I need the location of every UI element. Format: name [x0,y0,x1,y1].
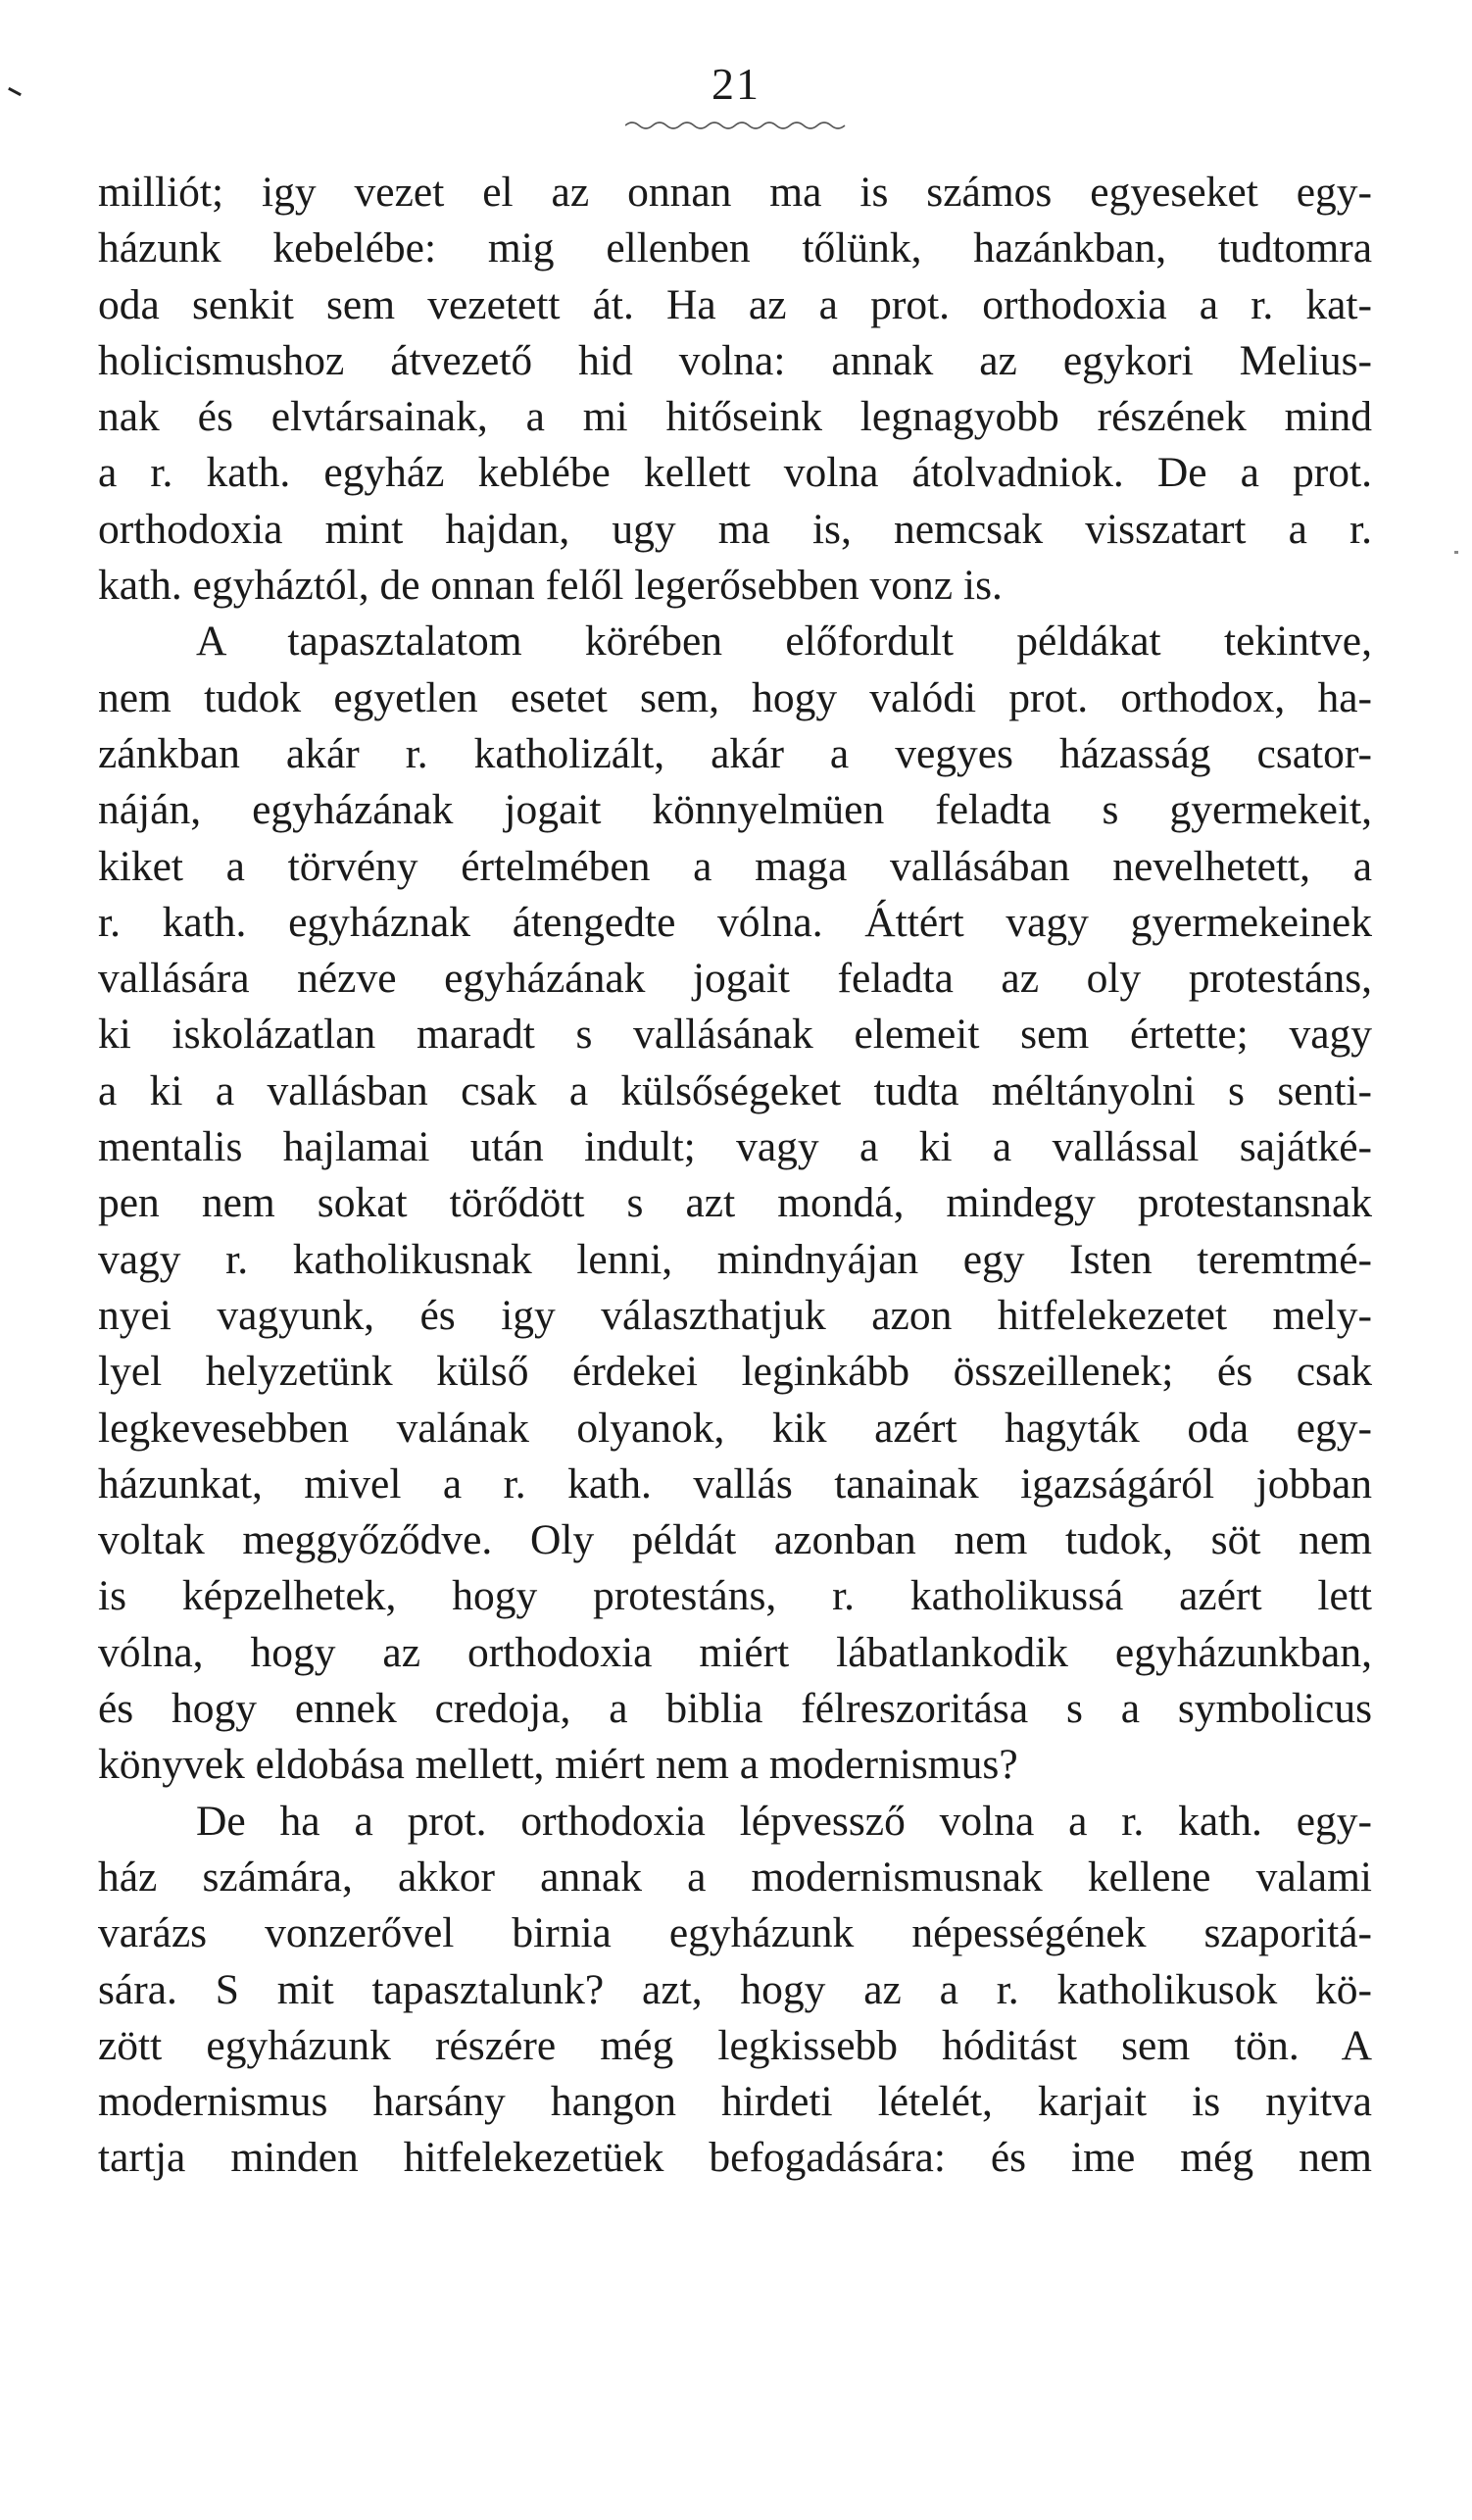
text-line: A tapasztalatom körében előfordult példákat tekintve, [196,618,1372,666]
text-line: varázs vonzerővel birnia egyházunk népességének szaporitá- [98,1909,1372,1957]
page-number: 21 [711,59,761,109]
text-line: voltak meggyőződve. Oly példát azonban nem tudok, söt nem [98,1516,1372,1564]
text-line: r. kath. egyháznak átengedte vólna. Áttért vagy gyermekeinek [98,898,1372,946]
text-line: nem tudok egyetlen esetet sem, hogy valódi prot. orthodox, ha- [98,673,1372,721]
text-line: legkevesebben valának olyanok, kik azért hagyták oda egy- [98,1404,1372,1452]
text-line: nak és elvtársainak, a mi hitőseink legnagyobb részének mind [98,393,1372,441]
text-line: is képzelhetek, hogy protestáns, r. katholikussá azért lett [98,1572,1372,1620]
text-line: vallására nézve egyházának jogait feladta az oly protestáns, [98,955,1372,1003]
text-line: kath. egyháztól, de onnan felől legerősebben vonz is. [98,562,1003,610]
text-line: lyel helyzetünk külső érdekei leginkább összeillenek; és csak [98,1348,1372,1396]
text-line: ház számára, akkor annak a modernismusnak kellene valami [98,1853,1372,1901]
text-line: vagy r. katholikusnak lenni, mindnyájan egy Isten teremtmé- [98,1235,1372,1283]
text-line: De ha a prot. orthodoxia lépvessző volna a r. kath. egy- [196,1797,1372,1845]
text-line: sára. S mit tapasztalunk? azt, hogy az a r. katholikusok kö- [98,1965,1372,2013]
text-line: modernismus harsány hangon hirdeti lételét, karjait is nyitva [98,2078,1372,2126]
text-line: pen nem sokat törődött s azt mondá, mindegy protestansnak [98,1179,1372,1227]
text-line: könyvek eldobása mellett, miért nem a modernismus? [98,1741,1018,1789]
text-line: milliót; igy vezet el az onnan ma is számos egyeseket egy- [98,169,1372,216]
text-line: és hogy ennek credoja, a biblia félreszoritása s a symbolicus [98,1685,1372,1733]
text-line: tartja minden hitfelekezetüek befogadására: és ime még nem [98,2134,1372,2182]
text-line: oda senkit sem vezetett át. Ha az a prot. orthodoxia a r. kat- [98,280,1372,328]
text-line: a r. kath. egyház keblébe kellett volna átolvadniok. De a prot. [98,449,1372,497]
text-line: kiket a törvény értelmében a maga vallásában nevelhetett, a [98,842,1372,890]
text-line: a ki a vallásban csak a külsőségeket tudta méltányolni s senti- [98,1066,1372,1114]
text-line: zött egyházunk részére még legkissebb hóditást sem tön. A [98,2021,1372,2069]
text-line: zánkban akár r. katholizált, akár a vegyes házasság csator- [98,729,1372,777]
margin-speck [1454,551,1458,554]
text-line: náján, egyházának jogait könnyelmüen feladta s gyermekeit, [98,786,1372,834]
text-line: házunk kebelébe: mig ellenben tőlünk, hazánkban, tudtomra [98,224,1372,272]
body-text [98,165,1372,2187]
text-line: orthodoxia mint hajdan, ugy ma is, nemcsak visszatart a r. [98,505,1372,553]
text-line: holicismushoz átvezető hid volna: annak az egykori Melius- [98,336,1372,384]
text-line: mentalis hajlamai után indult; vagy a ki a vallással sajátké- [98,1123,1372,1171]
text-line: házunkat, mivel a r. kath. vallás tanainak igazságáról jobban [98,1459,1372,1507]
ornament-rule [625,118,846,133]
text-line: nyei vagyunk, és igy választhatjuk azon hitfelekezetet mely- [98,1291,1372,1339]
text-line: vólna, hogy az orthodoxia miért lábatlankodik egyházunkban, [98,1628,1372,1676]
text-line: ki iskolázatlan maradt s vallásának elemeit sem értette; vagy [98,1011,1372,1059]
